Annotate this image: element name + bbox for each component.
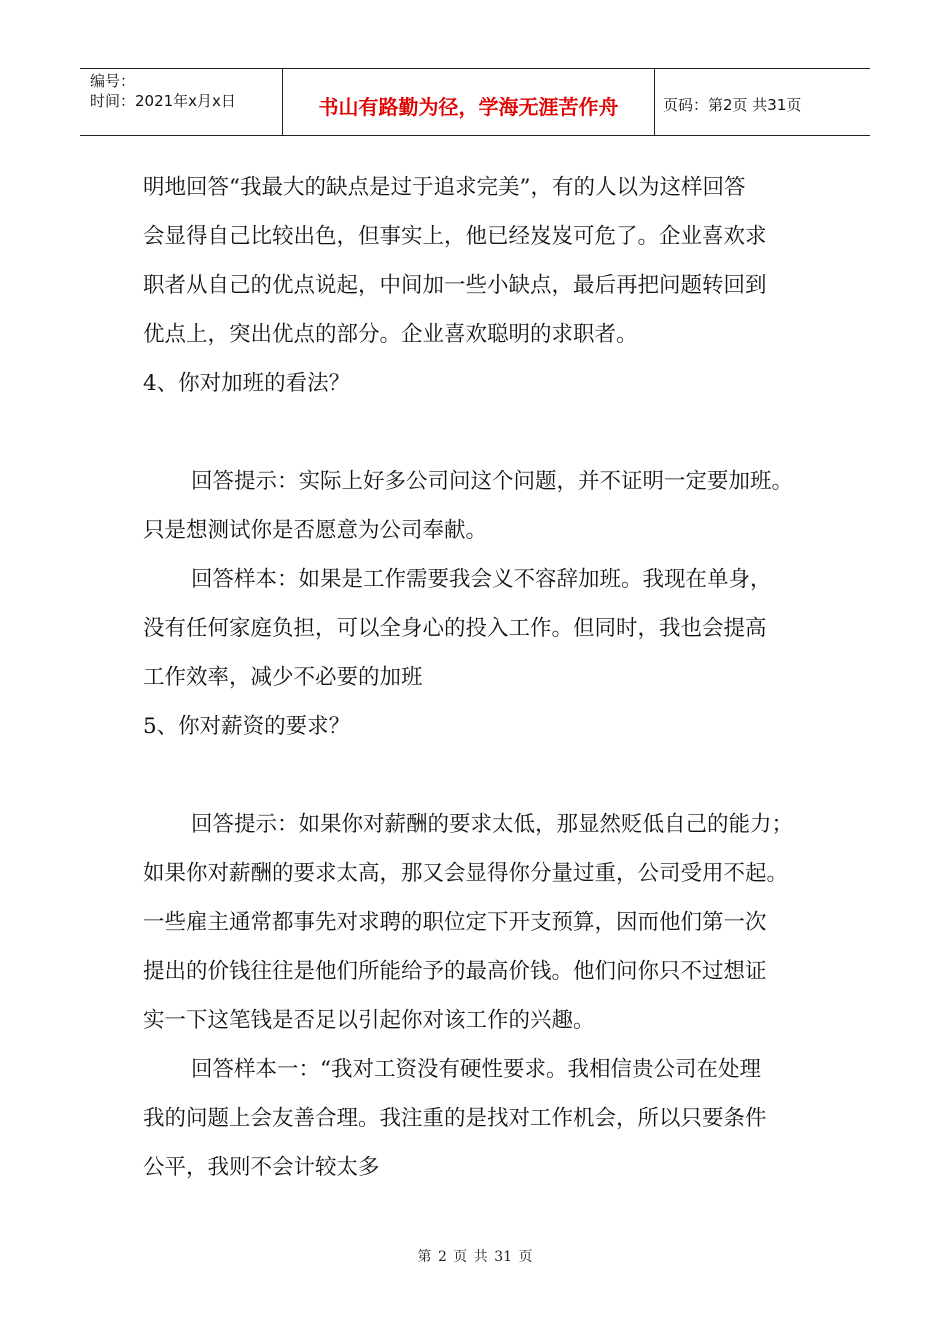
body-line: 职者从自己的优点说起，中间加一些小缺点，最后再把问题转回到	[143, 273, 767, 298]
body-line: 如果你对薪酬的要求太高，那又会显得你分量过重，公司受用不起。	[143, 861, 789, 886]
spacer	[143, 751, 813, 800]
body-line: 我的问题上会友善合理。我注重的是找对工作机会，所以只要条件	[143, 1106, 767, 1131]
question-5-heading: 5、你对薪资的要求？	[143, 714, 351, 739]
body-line: 回答提示：实际上好多公司问这个问题，并不证明一定要加班。	[191, 469, 794, 494]
body-line: 会显得自己比较出色，但事实上，他已经岌岌可危了。企业喜欢求	[143, 224, 767, 249]
header-page-info: 页码：第2页 共31页	[663, 95, 802, 114]
spacer	[143, 408, 813, 457]
body-line: 工作效率，减少不必要的加班	[143, 665, 423, 690]
document-header	[80, 68, 870, 136]
body-line: 回答样本：如果是工作需要我会义不容辞加班。我现在单身，	[191, 567, 772, 592]
body-line: 回答提示：如果你对薪酬的要求太低，那显然贬低自己的能力；	[191, 812, 794, 837]
body-line: 提出的价钱往往是他们所能给予的最高价钱。他们问你只不过想证	[143, 959, 767, 984]
body-line: 只是想测试你是否愿意为公司奉献。	[143, 518, 488, 543]
body-line: 优点上，突出优点的部分。企业喜欢聪明的求职者。	[143, 322, 638, 347]
body-line: 没有任何家庭负担，可以全身心的投入工作。但同时，我也会提高	[143, 616, 767, 641]
header-meta	[80, 69, 283, 135]
question-4-heading: 4、你对加班的看法？	[143, 371, 351, 396]
header-motto: 书山有路勤为径，学海无涯苦作舟	[283, 69, 655, 135]
body-line: 实一下这笔钱是否足以引起你对该工作的兴趣。	[143, 1008, 595, 1033]
body-line: 回答样本一：“我对工资没有硬性要求。我相信贵公司在处理	[191, 1057, 761, 1082]
page-footer: 第 2 页 共 31 页	[417, 1249, 533, 1265]
document-body	[143, 163, 813, 1192]
body-line: 公平，我则不会计较太多	[143, 1155, 380, 1180]
time-label: 时间：2021年x月x日	[90, 92, 236, 110]
number-label: 编号：	[90, 72, 136, 90]
body-line: 一些雇主通常都事先对求聘的职位定下开支预算，因而他们第一次	[143, 910, 767, 935]
body-line: 明地回答“我最大的缺点是过于追求完美”，有的人以为这样回答	[143, 175, 746, 200]
